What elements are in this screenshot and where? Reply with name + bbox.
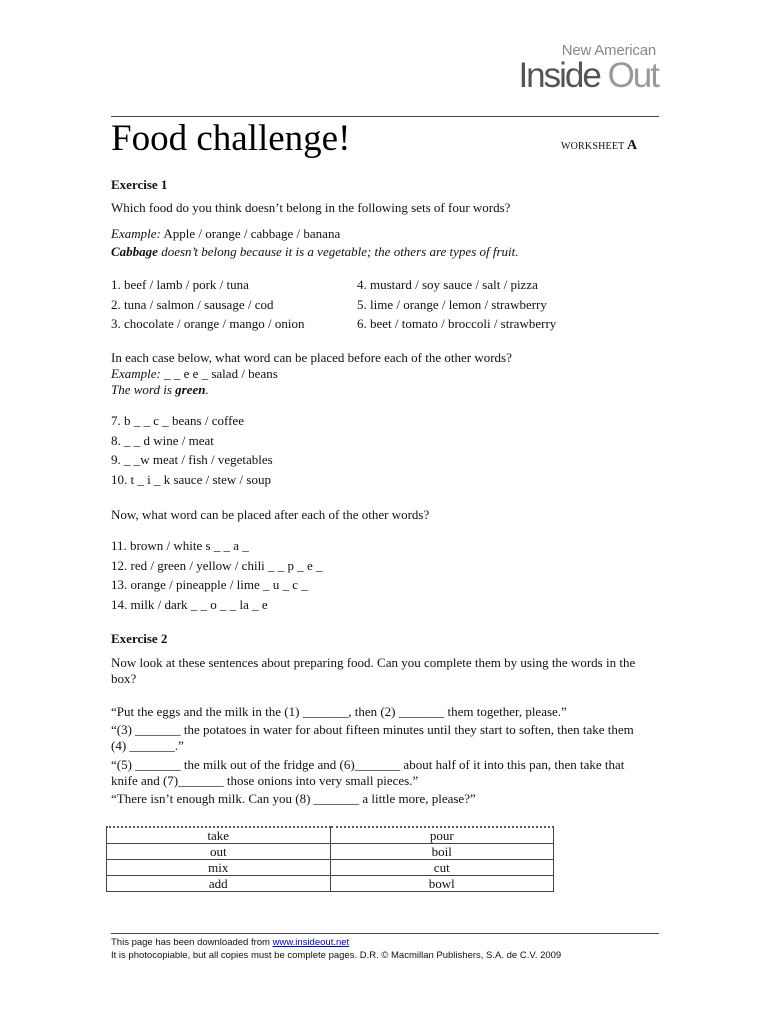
footer-download-text: This page has been downloaded from bbox=[111, 937, 273, 948]
sentence-1: “Put the eggs and the milk in the (1) _______, then (2) _______ them together, please.” bbox=[111, 704, 567, 719]
exercise-1-example-answer bbox=[111, 244, 519, 260]
after-words-prompt: Now, what word can be placed after each of the other words? bbox=[111, 507, 430, 522]
list-item: 12. red / green / yellow / chili _ _ p _ e _ bbox=[111, 558, 323, 573]
list-item: 7. b _ _ c _ beans / coffee bbox=[111, 413, 244, 428]
sentence-3: “(5) _______ the milk out of the fridge and (6)_______ about half of it into this pan, then take that bbox=[111, 757, 625, 772]
example-label: Example: bbox=[111, 226, 161, 241]
list-item: 1. beef / lamb / pork / tuna bbox=[111, 277, 249, 292]
worksheet-label-text: WORKSHEET bbox=[561, 141, 627, 152]
worksheet-label bbox=[561, 138, 637, 154]
word-cell: bowl bbox=[330, 876, 554, 892]
sentence-3-cont: knife and (7)_______ those onions into very small pieces.” bbox=[111, 773, 419, 788]
list-item: 3. chocolate / orange / mango / onion bbox=[111, 316, 305, 331]
sentence-4: “There isn’t enough milk. Can you (8) _______ a little more, please?” bbox=[111, 791, 476, 806]
list-item: 14. milk / dark _ _ o _ _ la _ e bbox=[111, 597, 268, 612]
brand-logo-out: Out bbox=[607, 56, 658, 95]
before-words-answer bbox=[111, 382, 209, 398]
word-is-end: . bbox=[205, 382, 209, 397]
word-cell: mix bbox=[107, 860, 331, 876]
footer-rule bbox=[111, 933, 659, 934]
exercise-2-instruction: Now look at these sentences about preparing food. Can you complete them by using the words in the bbox=[111, 655, 636, 670]
exercise-1-question: Which food do you think doesn’t belong in the following sets of four words? bbox=[111, 200, 511, 215]
sentence-2: “(3) _______ the potatoes in water for about fifteen minutes until they start to soften, then take them bbox=[111, 722, 634, 737]
exercise-1-example bbox=[111, 226, 340, 242]
before-example-label: Example: bbox=[111, 366, 161, 381]
brand-logo bbox=[518, 58, 658, 94]
word-cell: boil bbox=[330, 844, 554, 860]
exercise-2-heading: Exercise 2 bbox=[111, 631, 168, 646]
before-example-text: _ _ e e _ salad / beans bbox=[160, 366, 278, 381]
brand-subtitle: New American bbox=[561, 42, 656, 59]
word-box bbox=[106, 826, 554, 892]
list-item: 5. lime / orange / lemon / strawberry bbox=[357, 297, 547, 312]
table-row bbox=[107, 876, 554, 892]
example-text: Apple / orange / cabbage / banana bbox=[160, 226, 341, 241]
word-cell: out bbox=[107, 844, 331, 860]
word-cell: take bbox=[107, 827, 331, 844]
table-row bbox=[107, 860, 554, 876]
worksheet-letter: A bbox=[626, 138, 638, 153]
list-item: 11. brown / white s _ _ a _ bbox=[111, 538, 249, 553]
example-answer-word: Cabbage bbox=[111, 244, 158, 259]
word-is-text: The word is bbox=[111, 382, 176, 397]
exercise-2-instruction-cont: box? bbox=[111, 671, 137, 686]
footer-link[interactable]: www.insideout.net bbox=[272, 937, 350, 948]
list-item: 8. _ _ d wine / meat bbox=[111, 433, 214, 448]
list-item: 4. mustard / soy sauce / salt / pizza bbox=[357, 277, 538, 292]
table-row bbox=[107, 844, 554, 860]
table-row bbox=[107, 827, 554, 844]
list-item: 2. tuna / salmon / sausage / cod bbox=[111, 297, 274, 312]
list-item: 10. t _ i _ k sauce / stew / soup bbox=[111, 472, 271, 487]
word-cell: add bbox=[107, 876, 331, 892]
header-rule bbox=[111, 116, 659, 117]
list-item: 6. beet / tomato / broccoli / strawberry bbox=[357, 316, 557, 331]
footer-copyright: It is photocopiable, but all copies must be complete pages. D.R. © Macmillan Publishers, S.A. de C.V. 2009 bbox=[111, 950, 562, 961]
brand-logo-inside: Inside bbox=[518, 56, 608, 95]
word-cell: pour bbox=[330, 827, 554, 844]
example-answer-rest: doesn’t belong because it is a vegetable; the others are types of fruit. bbox=[157, 244, 519, 259]
word-is-answer: green bbox=[175, 382, 206, 397]
before-words-example bbox=[111, 366, 278, 382]
list-item: 13. orange / pineapple / lime _ u _ c _ bbox=[111, 577, 308, 592]
page-title: Food challenge! bbox=[111, 118, 351, 159]
sentence-2-cont: (4) _______.” bbox=[111, 738, 184, 753]
before-words-prompt: In each case below, what word can be placed before each of the other words? bbox=[111, 350, 512, 365]
word-cell: cut bbox=[330, 860, 554, 876]
footer-download-line bbox=[111, 937, 349, 948]
exercise-1-heading: Exercise 1 bbox=[111, 177, 168, 192]
list-item: 9. _ _w meat / fish / vegetables bbox=[111, 452, 273, 467]
